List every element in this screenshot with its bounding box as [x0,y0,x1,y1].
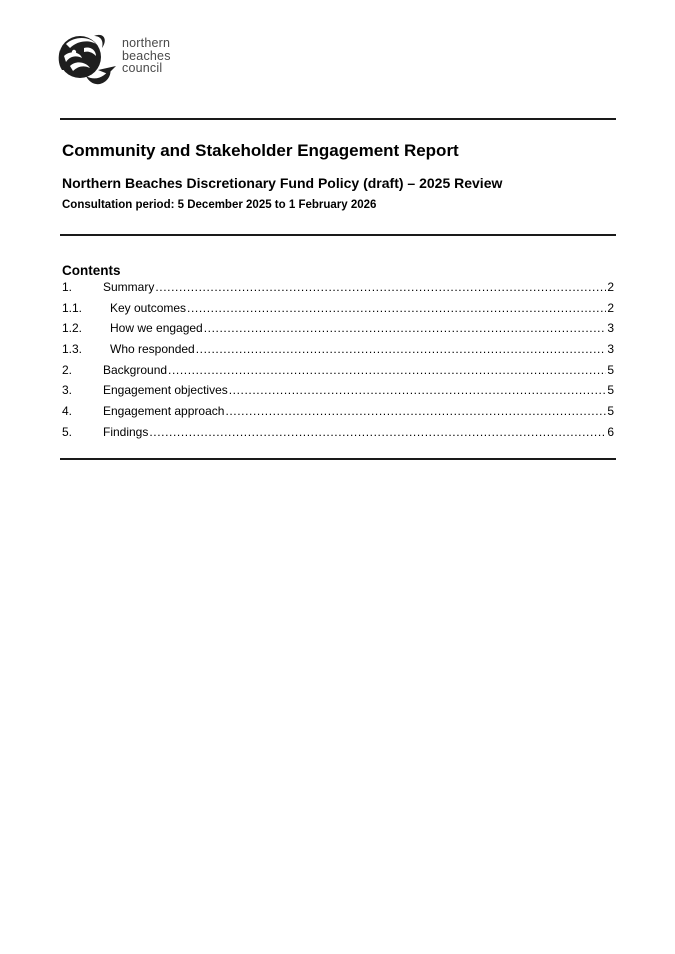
report-subtitle: Northern Beaches Discretionary Fund Policy (draft) – 2025 Review [62,175,503,191]
top-divider [60,118,616,120]
toc-dot-leader [225,403,606,419]
toc-entry-label: How we engaged [110,321,203,336]
toc-dot-leader [187,300,606,316]
toc-dot-leader [155,279,606,295]
toc-entry-label: Engagement approach [103,404,225,419]
middle-divider [60,234,616,236]
toc-entry-summary[interactable] [62,279,614,300]
logo-line-northern: northern [122,36,171,50]
toc-entry-label: Findings [103,424,149,439]
table-of-contents [62,279,614,445]
toc-dot-leader [204,320,607,336]
toc-entry-number: 5. [62,424,73,439]
council-logo [56,30,186,86]
toc-entry-engagement-objectives[interactable] [62,382,614,403]
toc-entry-page: 5 [607,362,614,377]
toc-entry-number: 1. [62,280,73,294]
contents-heading: Contents [62,263,121,278]
toc-entry-number: 1.2. [62,321,83,336]
report-title: Community and Stakeholder Engagement Report [62,141,459,160]
toc-dot-leader [168,362,606,378]
toc-entry-number: 1.3. [62,342,83,357]
toc-entry-page: 5 [607,404,614,419]
logo-line-council: council [122,61,163,75]
toc-entry-number: 1.1. [62,300,83,315]
toc-entry-number: 4. [62,404,73,419]
bottom-divider [60,458,616,460]
toc-entry-page: 2 [607,280,614,294]
toc-entry-label: Who responded [110,342,195,357]
toc-entry-label: Key outcomes [110,300,187,315]
toc-entry-background[interactable] [62,362,614,383]
logo-line-beaches: beaches [122,48,171,63]
toc-entry-engagement-approach[interactable] [62,403,614,424]
toc-dot-leader [196,341,607,357]
toc-entry-page: 6 [607,424,614,439]
toc-entry-page: 5 [607,383,614,398]
toc-entry-page: 3 [607,342,614,357]
logo-wordmark [122,37,171,75]
toc-entry-label: Background [103,362,168,377]
toc-entry-label: Summary [103,280,155,294]
toc-dot-leader [229,382,607,398]
toc-entry-page: 2 [607,300,614,315]
toc-entry-key-outcomes[interactable] [62,300,614,321]
toc-entry-number: 3. [62,383,73,398]
toc-entry-page: 3 [607,321,614,336]
toc-entry-findings[interactable] [62,424,614,445]
toc-entry-who-responded[interactable] [62,341,614,362]
toc-entry-label: Engagement objectives [103,383,228,398]
consultation-period: Consultation period: 5 December 2025 to 1 February 2026 [62,199,377,211]
toc-entry-how-we-engaged[interactable] [62,320,614,341]
toc-dot-leader [149,424,606,440]
toc-entry-number: 2. [62,362,73,377]
council-emblem-icon [56,30,118,86]
